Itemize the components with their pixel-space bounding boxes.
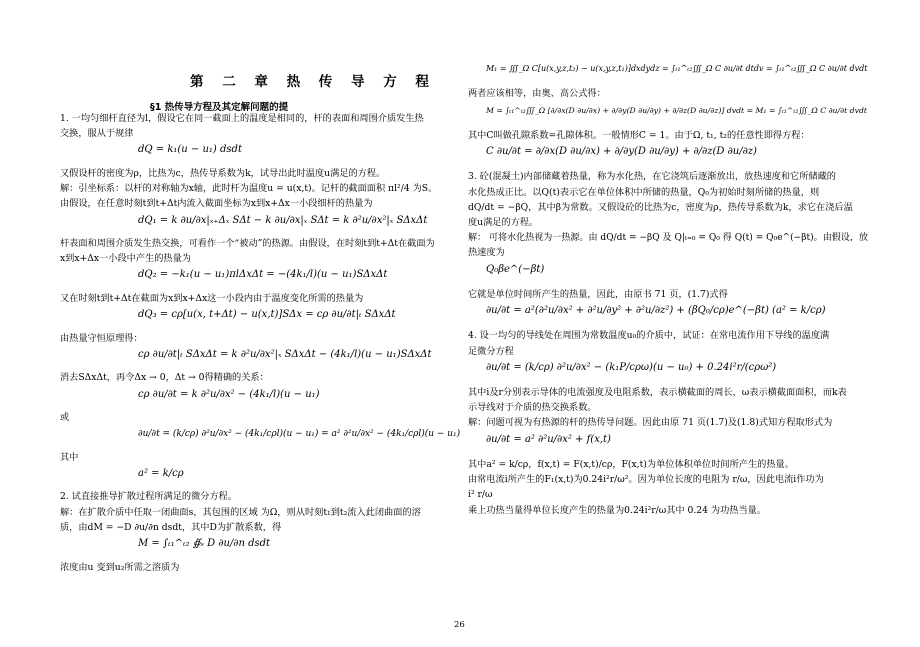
text-line: 质，由dM = −D ∂u/∂n dsdt，其中D为扩散系数，得 (60, 521, 282, 533)
text-line: 消去SΔxΔt，再令Δx → 0，Δt → 0得精确的关系： (60, 372, 269, 384)
equation: dQ₂ = −k₁(u − u₁)πlΔxΔt = −(4k₁/l)(u − u₁)SΔxΔt (138, 269, 388, 281)
equation: cρ ∂u/∂t = k ∂²u/∂x² − (4k₁/l)(u − u₁) (138, 388, 320, 400)
text-line: 4. 设一均匀的导线处在周围为常数温度u₀的介质中，试证：在常电流作用下导线的温度满 (468, 330, 830, 342)
equation: M = ∫ₜ₁^ₜ₂ ∯ₛ D ∂u/∂n dsdt (138, 538, 271, 549)
text-line: 两者应该相等，由奥、高公式得： (468, 88, 606, 100)
text-line: 水化热成正比。以Q(t)表示它在单位体积中所储的热量，Q₀为初始时刻所储的热量，则 (468, 186, 820, 198)
equation: a² = k/cρ (138, 467, 184, 479)
text-line: 又在时刻t到t+Δt在截面为x到x+Δx这一小段内由于温度变化所需的热量为 (60, 292, 364, 304)
text-line: 其中C叫做孔隙系数=孔隙体积。一般情形C = 1。由于Ω, t₁, t₂的任意性即得方程： (468, 129, 810, 141)
equation: C ∂u/∂t = ∂/∂x(D ∂u/∂x) + ∂/∂y(D ∂u/∂y) + ∂/∂z(D ∂u/∂z) (486, 146, 757, 157)
equation: dQ₃ = cρ[u(x, t+Δt) − u(x,t)]SΔx = cρ ∂u/∂t|ₜ SΔxΔt (138, 309, 396, 321)
text-line: 1. 一均匀细杆直径为l，假设它在同一截面上的温度是相同的，杆的表面和周围介质发生热 (60, 113, 424, 124)
equation: Q₀βe^(−βt) (486, 263, 545, 275)
text-line: 解：引坐标系：以杆的对称轴为x轴，此时杆为温度u = u(x,t)。记杆的截面面积 πl²/4 为S。 (60, 183, 438, 195)
text-line: 杆表面和周围介质发生热交换，可看作一个“被动”的热源。由假设，在时刻t到t+Δt在截面为 (60, 238, 435, 249)
text-line: 由常电流i所产生的F₁(x,t)为0.24i²r/ω²。因为单位长度的电阻为 r/ω，因此电流i作功为 (468, 474, 824, 486)
equation: M₁ = ∭_Ω C[u(x,y,z,t₂) − u(x,y,z,t₁)]dxdydz = ∫ₜ₁^ₜ₂∭_Ω C ∂u/∂t dtdv = ∫ₜ₁^ₜ₂∭_Ω C ∂u/∂t dvdt (486, 64, 868, 73)
text-line: 或 (60, 412, 70, 423)
text-line: 其中a² = k/cρ，f(x,t) = F(x,t)/cρ，F(x,t)为单位体积单位时间所产生的热量。 (468, 458, 794, 470)
text-line: 解：问题可视为有热源的杆的热传导问题。因此由原 71 页(1.7)及(1.8)式知方程取形式为 (468, 417, 833, 429)
chapter-title: 第 二 章 热 传 导 方 程 (190, 74, 436, 90)
text-line: 由假设，在任意时刻t到t+Δt内流入截面坐标为x到x+Δx一小段细杆的热量为 (60, 198, 373, 210)
text-line: 由热量守恒原理得： (60, 332, 143, 344)
equation: ∂u/∂t = (k/cρ) ∂²u/∂x² − (k₁P/cρω)(u − u₀) + 0.24i²r/(cρω²) (486, 361, 777, 373)
text-line: 其中i及r分别表示导体的电流强度及电阻系数，表示横截面的周长，ω表示横截面面积，而k表 (468, 387, 847, 398)
equation: dQ = k₁(u − u₁) dsdt (138, 144, 242, 156)
equation: ∂u/∂t = (k/cρ) ∂²u/∂x² − (4k₁/cρl)(u − u₁) = a² ∂²u/∂x² − (4k₁/cρl)(u − u₁) (138, 429, 461, 440)
section-title: §1 热传导方程及其定解问题的提 (150, 102, 289, 113)
right-column (468, 0, 868, 647)
left-column (60, 0, 460, 647)
text-line: 足微分方程 (468, 345, 514, 357)
text-line: 3. 砼(混凝土)内部储藏着热量，称为水化热，在它浇筑后逐渐放出，放热速度和它所储藏的 (468, 171, 836, 183)
text-line: 又假设杆的密度为ρ，比热为c，热传导系数为k，试导出此时温度u满足的方程。 (60, 167, 386, 179)
text-line: dQ/dt = −βQ，其中β为常数。又假设砼的比热为c，密度为ρ，热传导系数为k，求它在浇后温 (468, 201, 853, 213)
text-line: 乘上功热当量得单位长度产生的热量为0.24i²r/ω其中 0.24 为功热当量。 (468, 504, 767, 516)
text-line: i² r/ω (468, 489, 493, 501)
text-line: 其中 (60, 451, 79, 463)
text-line: 解：在扩散介质中任取一闭曲面s，其包围的区域 为Ω，则从时刻t₁到t₂流入此闭曲面的溶 (60, 506, 421, 518)
equation: ∂u/∂t = a² ∂²u/∂x² + f(x,t) (486, 433, 611, 445)
equation: dQ₁ = k ∂u/∂x|ₓ₊Δₓ SΔt − k ∂u/∂x|ₓ SΔt = k ∂²u/∂x²|ₓ SΔxΔt (138, 214, 428, 226)
text-line: 解： 可将水化热视为一热源。由 dQ/dt = −βQ 及 Q|ₜ₌₀ = Q₀ 得 Q(t) = Q₀e^(−βt)。由假设，放 (468, 233, 868, 244)
text-line: x到x+Δx一小段中产生的热量为 (60, 253, 191, 265)
equation: cρ ∂u/∂t|ₜ SΔxΔt = k ∂²u/∂x²|ₓ SΔxΔt − (4k₁/l)(u − u₁)SΔxΔt (138, 348, 432, 360)
text-line: 它就是单位时间所产生的热量，因此，由原书 71 页，(1.7)式得 (468, 288, 728, 300)
text-line: 交换，服从于规律 (60, 128, 134, 140)
equation: ∂u/∂t = a²(∂²u/∂x² + ∂²u/∂y² + ∂²u/∂z²) + (βQ₀/cρ)e^(−βt) (a² = k/cρ) (486, 305, 826, 316)
text-line: 示导线对于介质的热交换系数。 (468, 402, 597, 414)
equation: M = ∫ₜ₁^ₜ₂∭_Ω [∂/∂x(D ∂u/∂x) + ∂/∂y(D ∂u/∂y) + ∂/∂z(D ∂u/∂z)] dvdt = M₁ = ∫ₜ₁^ₜ₂∭_Ω C ∂u/∂t dvdt (486, 105, 868, 115)
page-number: 26 (454, 620, 465, 630)
text-line: 浓度由u 变到u₂所需之溶质为 (60, 561, 180, 573)
text-line: 2. 试直接推导扩散过程所满足的微分方程。 (60, 491, 238, 503)
text-line: 热速度为 (468, 247, 505, 259)
text-line: 度u满足的方程。 (468, 216, 539, 228)
